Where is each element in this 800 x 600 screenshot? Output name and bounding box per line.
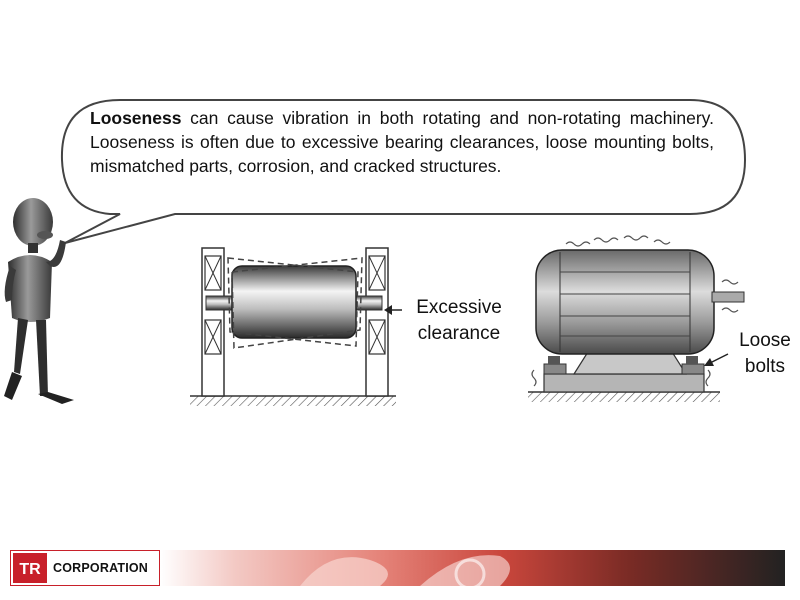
logo-mark-text: TR — [19, 561, 41, 578]
loose-bolts-label — [730, 328, 800, 380]
cartoon-character — [4, 198, 74, 404]
clearance-line-2: clearance — [417, 323, 501, 344]
company-logo — [10, 550, 160, 586]
bolts-line-1: Loose — [739, 330, 791, 351]
company-name: CORPORATION — [53, 561, 149, 575]
clearance-line-1: Excessive — [416, 297, 502, 318]
bubble-text — [90, 106, 714, 178]
roller-assembly-diagram — [190, 248, 402, 406]
bolts-line-2: bolts — [744, 356, 786, 377]
excessive-clearance-label — [404, 295, 514, 347]
bubble-bold-term: Looseness — [90, 108, 182, 128]
tr-logo-icon — [13, 553, 47, 583]
motor-diagram — [528, 236, 744, 402]
bubble-body: can cause vibration in both rotating and non-rotating machinery. Looseness is often due to excessive bearing clearances, loose mounting bolts, mismatched parts, corrosion, and cracked structures. — [90, 108, 714, 176]
